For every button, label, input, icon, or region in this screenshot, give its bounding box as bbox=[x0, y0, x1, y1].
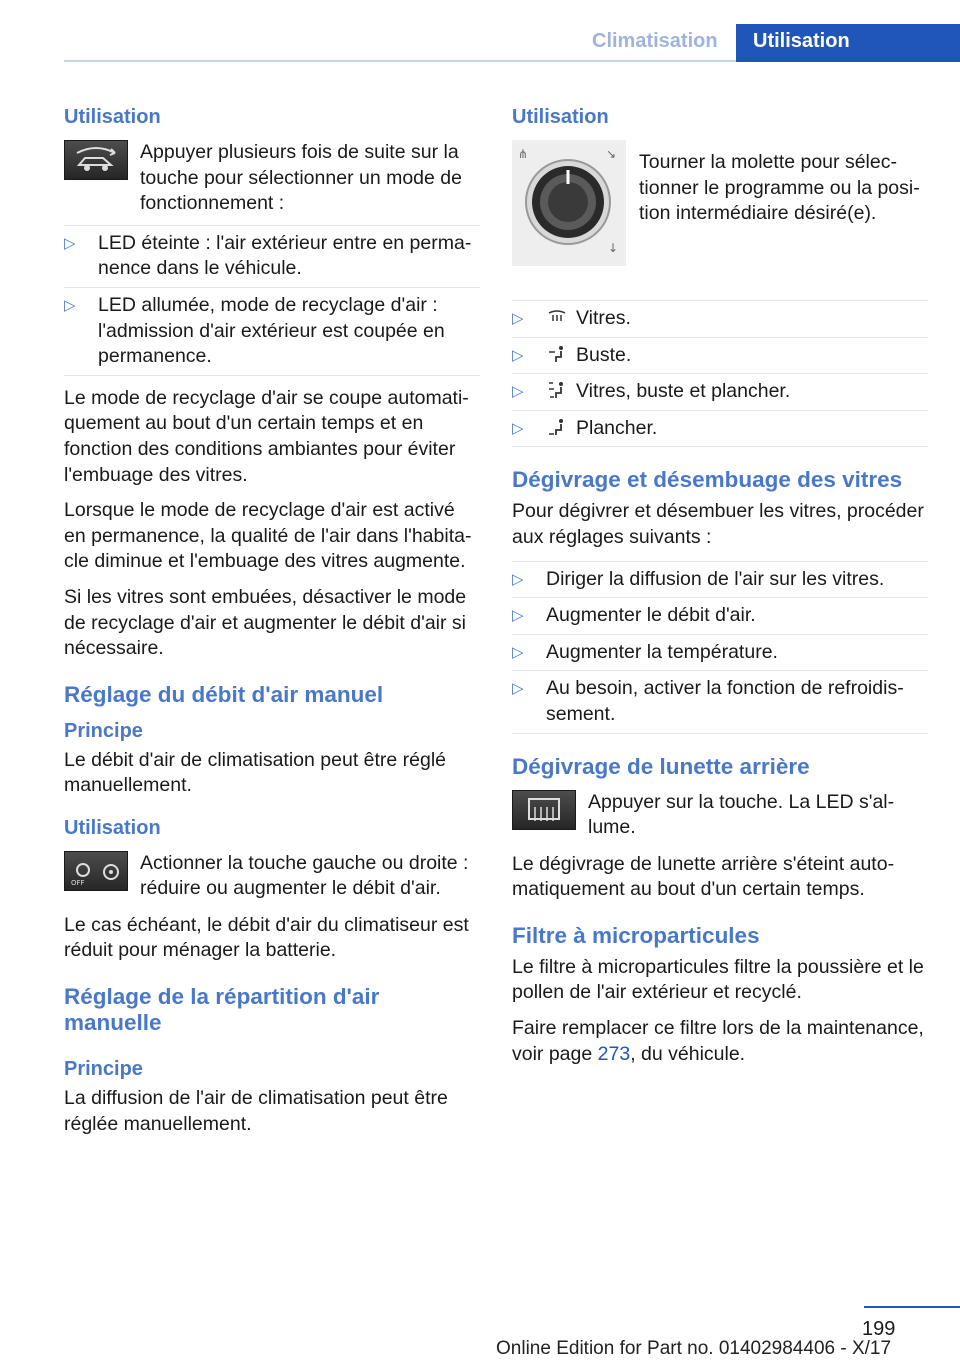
paragraph: Si les vitres sont embuées, désactiver le mode de recyclage d'air et augmenter le débit d'air si nécessaire. bbox=[64, 585, 467, 660]
rear-defrost-text: Appuyer sur la touche. La LED s'allume. bbox=[588, 790, 895, 839]
recirculation-text: Appuyer plusieurs fois de suite sur la touche pour sélectionner un mode de fonctionnement : bbox=[140, 141, 462, 215]
svg-text:↘: ↘ bbox=[606, 147, 617, 161]
list-item: ▷ Plancher. bbox=[512, 411, 928, 448]
paragraph: Le débit d'air de climatisation peut être réglé manuellement. bbox=[64, 748, 447, 797]
list-item: ▷ Augmenter la température. bbox=[512, 635, 928, 672]
paragraph: Le filtre à microparticules filtre la poussière et le pollen de l'air extérieur et recyclé. bbox=[512, 955, 924, 1004]
subheading-utilisation: Utilisation bbox=[512, 106, 609, 128]
defrost-steps bbox=[512, 561, 928, 734]
subheading-utilisation: Utilisation bbox=[64, 106, 161, 128]
paragraph: La diffusion de l'air de climatisation peut être réglée manuellement. bbox=[64, 1087, 448, 1135]
heading-air-distribution: Réglage de la répartition d'air manuelle bbox=[64, 984, 380, 1036]
list-item: ▷ LED éteinte : l'air extérieur entre en permanence dans le véhicule. bbox=[64, 226, 480, 288]
header-section[interactable]: Climatisation bbox=[592, 30, 718, 52]
triangle-bullet-icon: ▷ bbox=[512, 643, 524, 661]
rear-window-defrost-icon bbox=[512, 790, 576, 830]
triangle-bullet-icon: ▷ bbox=[512, 383, 524, 401]
list-item: ▷ Vitres. bbox=[512, 301, 928, 338]
paragraph: Lorsque le mode de recyclage d'air est activé en permanence, la qualité de l'air dans l'habitacle diminue et l'embuage des vitres augmente. bbox=[64, 499, 472, 573]
edition-footer: Online Edition for Part no. 01402984406 - X/17 bbox=[496, 1338, 892, 1359]
windshield-body-floor-icon bbox=[546, 380, 568, 400]
svg-text:↓: ↓ bbox=[608, 241, 619, 255]
list-item: ▷ LED allumée, mode de recyclage d'air : l'admission d'air extérieur est coupée en permanence. bbox=[64, 288, 480, 376]
dial-block bbox=[512, 140, 928, 288]
triangle-bullet-icon: ▷ bbox=[512, 419, 524, 437]
list-item: ▷ Vitres, buste et plancher. bbox=[512, 374, 928, 411]
subheading-principe: Principe bbox=[64, 1058, 143, 1081]
page-number: 199 bbox=[862, 1318, 896, 1340]
heading-defrost: Dégivrage et désembuage des vitres bbox=[512, 467, 903, 493]
left-column bbox=[64, 104, 480, 1147]
triangle-bullet-icon: ▷ bbox=[512, 570, 524, 588]
fan-button-icon bbox=[64, 851, 128, 891]
list-item: ▷ Buste. bbox=[512, 338, 928, 375]
rear-defrost-block bbox=[512, 790, 928, 844]
triangle-bullet-icon: ▷ bbox=[512, 680, 524, 698]
list-item: ▷ Diriger la diffusion de l'air sur les vitres. bbox=[512, 562, 928, 599]
heading-microfilter: Filtre à microparticules bbox=[512, 922, 760, 948]
svg-text:OFF: OFF bbox=[71, 878, 85, 887]
page-link[interactable]: 273 bbox=[597, 1042, 631, 1065]
svg-text:⋔: ⋔ bbox=[518, 147, 529, 161]
header-tab-active[interactable]: Utilisation bbox=[736, 24, 960, 62]
floor-icon bbox=[546, 417, 568, 437]
heading-rear-defrost: Dégivrage de lunette arrière bbox=[512, 753, 810, 779]
distribution-dial-icon bbox=[512, 140, 626, 266]
recirculation-button-icon bbox=[64, 140, 128, 180]
upper-body-icon bbox=[546, 344, 568, 364]
distribution-modes bbox=[512, 300, 928, 447]
air-flow-block bbox=[64, 851, 480, 905]
recirculation-bullets bbox=[64, 225, 480, 376]
heading-air-flow: Réglage du débit d'air manuel bbox=[64, 681, 384, 707]
paragraph: Le mode de recyclage d'air se coupe automatiquement au bout d'un certain temps et en fonction des conditions ambiantes pour éviter l'embuage des vitres. bbox=[64, 386, 469, 486]
subheading-principe: Principe bbox=[64, 719, 143, 742]
right-column bbox=[512, 104, 928, 1077]
list-item: ▷ Augmenter le débit d'air. bbox=[512, 598, 928, 635]
triangle-bullet-icon: ▷ bbox=[64, 296, 76, 314]
dial-text: Tourner la molette pour sélectionner le programme ou la position intermédiaire désiré(e). bbox=[639, 151, 920, 225]
windshield-icon bbox=[546, 307, 568, 327]
paragraph: Le dégivrage de lunette arrière s'éteint automatiquement au bout d'un certain temps. bbox=[512, 852, 895, 901]
triangle-bullet-icon: ▷ bbox=[64, 234, 76, 252]
list-item: ▷ Au besoin, activer la fonction de refroidissement. bbox=[512, 671, 928, 733]
footer-rule bbox=[864, 1306, 960, 1308]
air-flow-text: Actionner la touche gauche ou droite : réduire ou augmenter le débit d'air. bbox=[140, 851, 469, 900]
subheading-utilisation: Utilisation bbox=[64, 816, 161, 839]
triangle-bullet-icon: ▷ bbox=[512, 346, 524, 364]
paragraph: Faire remplacer ce filtre lors de la maintenance, voir page 273, du véhicule. bbox=[512, 1016, 924, 1065]
triangle-bullet-icon: ▷ bbox=[512, 310, 524, 327]
recirculation-block bbox=[64, 140, 480, 217]
paragraph: Le cas échéant, le débit d'air du climatiseur est réduit pour ménager la batterie. bbox=[64, 913, 469, 962]
triangle-bullet-icon: ▷ bbox=[512, 607, 524, 625]
paragraph: Pour dégivrer et désembuer les vitres, procéder aux réglages suivants : bbox=[512, 500, 924, 548]
